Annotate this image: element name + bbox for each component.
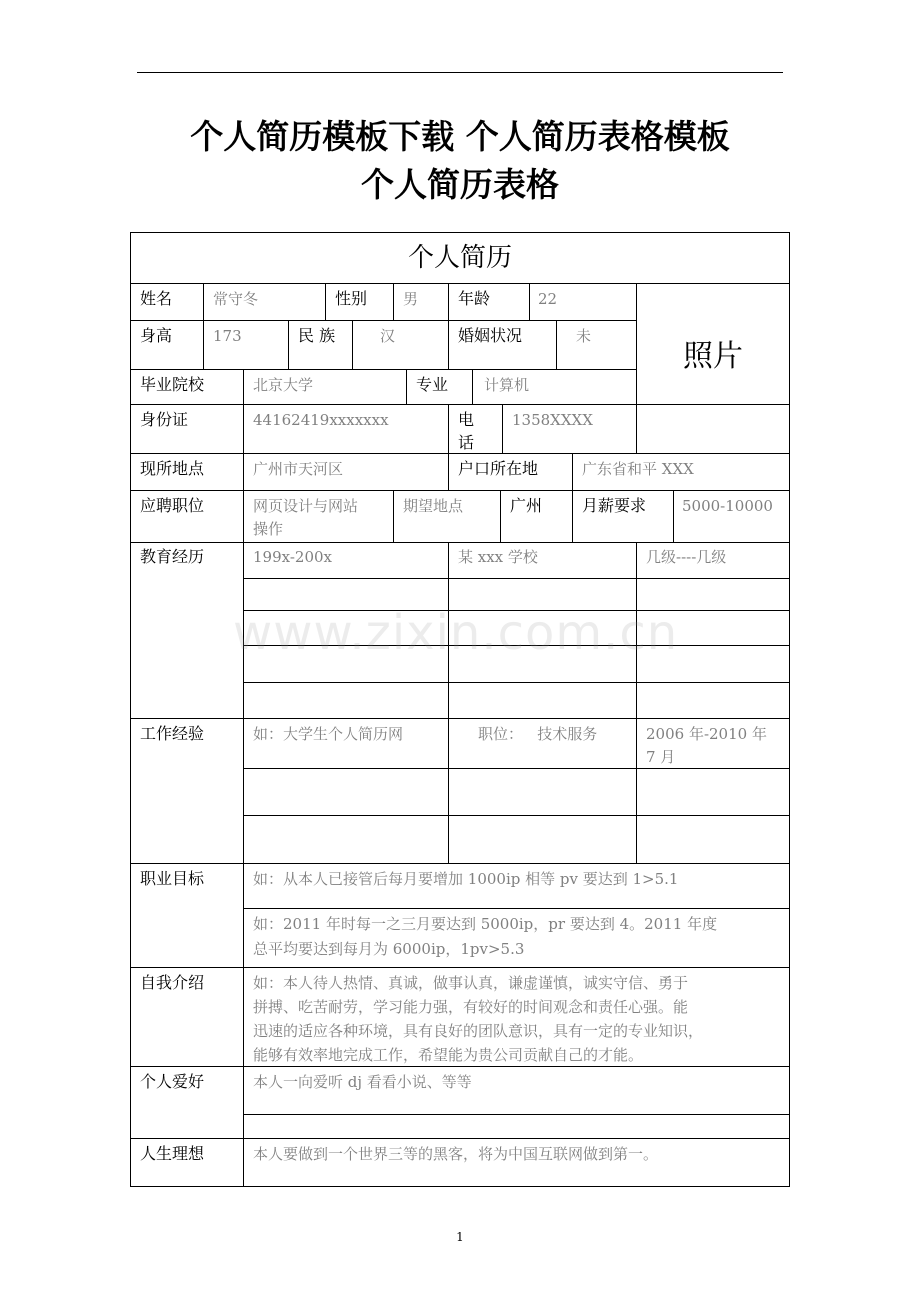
ethnicity-value[interactable]: 汉: [380, 327, 396, 345]
photo-placeholder[interactable]: 照片: [683, 339, 743, 374]
goals-line2a[interactable]: 如：2011 年时每一之三月要达到 5000ip，pr 要达到 4。2011 年度: [253, 915, 718, 933]
name-label: 姓名: [140, 289, 173, 308]
intro-label: 自我介绍: [140, 973, 205, 992]
school-label: 毕业院校: [140, 375, 205, 394]
education-period[interactable]: 199x-200x: [253, 548, 332, 566]
name-value[interactable]: 常守冬: [213, 290, 259, 308]
phone-value[interactable]: 1358XXXX: [512, 411, 593, 429]
id-label: 身份证: [140, 410, 189, 429]
id-value[interactable]: 44162419xxxxxxx: [253, 411, 389, 429]
phone-label-line1: 电: [458, 410, 475, 429]
marital-value[interactable]: 未: [576, 327, 592, 345]
work-period-line2[interactable]: 7 月: [646, 748, 676, 766]
age-value[interactable]: 22: [538, 290, 558, 308]
goals-label: 职业目标: [140, 869, 205, 888]
intro-line[interactable]: 如：本人待人热情、真诚，做事认真，谦虚谨慎，诚实守信、勇于: [253, 974, 689, 992]
location-value[interactable]: 广州市天河区: [253, 460, 344, 478]
header-rule: [137, 72, 783, 73]
height-value[interactable]: 173: [213, 327, 242, 345]
position-value-line2[interactable]: 操作: [253, 520, 284, 538]
phone-label-line2: 话: [458, 433, 475, 452]
position-value-line1[interactable]: 网页设计与网站: [253, 497, 359, 515]
ideal-label: 人生理想: [140, 1144, 205, 1163]
intro-line[interactable]: 拼搏、吃苦耐劳，学习能力强，有较好的时间观念和责任心强。能: [253, 998, 689, 1016]
ideal-value[interactable]: 本人要做到一个世界三等的黑客，将为中国互联网做到第一。: [253, 1145, 659, 1163]
work-company[interactable]: 如：大学生个人简历网: [253, 725, 404, 743]
expected-place-value[interactable]: 广州: [510, 496, 543, 515]
location-label: 现所地点: [140, 459, 205, 478]
work-label: 工作经验: [140, 724, 205, 743]
school-value[interactable]: 北京大学: [253, 376, 314, 394]
intro-line[interactable]: 迅速的适应各种环境，具有良好的团队意识，具有一定的专业知识，: [253, 1022, 704, 1040]
hobby-label: 个人爱好: [140, 1072, 205, 1091]
gender-label: 性别: [335, 289, 368, 308]
education-level[interactable]: 几级----几级: [646, 548, 727, 566]
ethnicity-label: 民 族: [298, 326, 336, 345]
page-subtitle: 个人简历表格: [361, 165, 559, 204]
marital-label: 婚姻状况: [458, 326, 523, 345]
major-label: 专业: [416, 375, 449, 394]
work-period-line1[interactable]: 2006 年-2010 年: [646, 725, 767, 743]
height-label: 身高: [140, 326, 173, 345]
gender-value[interactable]: 男: [403, 290, 419, 308]
education-label: 教育经历: [140, 547, 205, 566]
page-title: 个人简历模板下载 个人简历表格模板: [190, 117, 730, 156]
salary-label: 月薪要求: [582, 496, 647, 515]
hobby-value[interactable]: 本人一向爱听 dj 看看小说、等等: [253, 1073, 472, 1091]
intro-line[interactable]: 能够有效率地完成工作，希望能为贵公司贡献自己的才能。: [253, 1046, 644, 1064]
hukou-label: 户口所在地: [458, 459, 539, 478]
salary-value[interactable]: 5000-10000: [682, 497, 773, 515]
expected-place-label: 期望地点: [403, 497, 464, 515]
position-label: 应聘职位: [140, 496, 205, 515]
work-role[interactable]: 职位： 技术服务: [478, 725, 598, 743]
major-value[interactable]: 计算机: [484, 376, 530, 394]
form-title: 个人简历: [407, 243, 512, 273]
hukou-value[interactable]: 广东省和平 XXX: [582, 460, 694, 478]
education-school[interactable]: 某 xxx 学校: [458, 548, 538, 566]
age-label: 年龄: [458, 289, 491, 308]
goals-line1[interactable]: 如：从本人已接管后每月要增加 1000ip 相等 pv 要达到 1>5.1: [253, 870, 679, 888]
goals-line2b[interactable]: 总平均要达到每月为 6000ip，1pv>5.3: [253, 940, 525, 958]
page-number: 1: [456, 1230, 464, 1244]
watermark: www.zixin.com.cn: [233, 605, 679, 661]
